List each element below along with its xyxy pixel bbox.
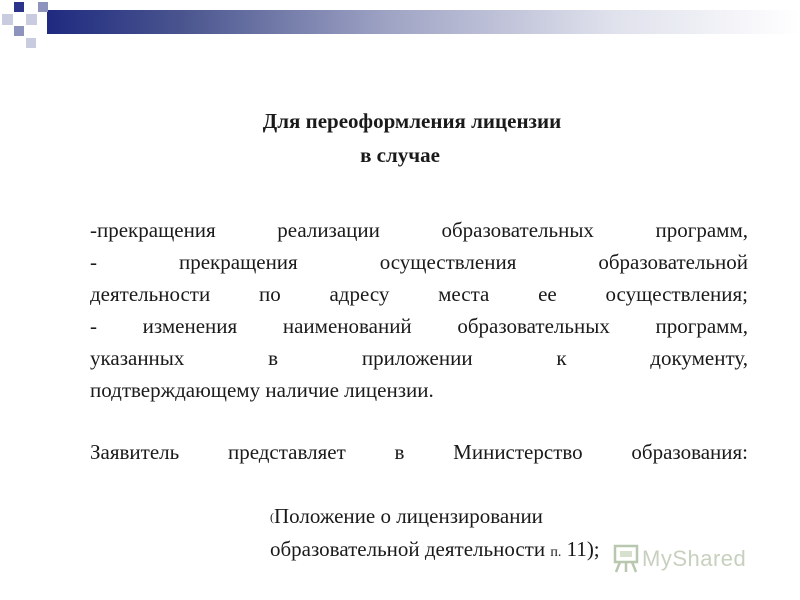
reference-point: п. [550, 545, 562, 560]
decor-square [2, 14, 13, 25]
reference-line-1 [270, 500, 730, 533]
applicant-statement-text: Заявитель представляет в Министерство образования: [90, 440, 748, 464]
decor-square [14, 26, 24, 36]
open-paren: ( [270, 510, 274, 524]
slide-title-line-1: Для переоформления лицензии [262, 109, 562, 133]
watermark [612, 540, 772, 580]
slide-title-line-2: в случае [360, 143, 440, 167]
decor-square [26, 14, 37, 25]
condition-line: - прекращения осуществления образовательной [90, 250, 748, 274]
watermark-text: MyShared [642, 546, 747, 571]
conditions-list [90, 214, 748, 406]
slide-icon [612, 542, 640, 576]
condition-line: деятельности по адресу места ее осуществления; [90, 282, 748, 306]
decor-square [26, 38, 36, 48]
reference-subject: образовательной деятельности [270, 537, 551, 561]
condition-line: -прекращения реализации образовательных программ, [90, 218, 748, 242]
decor-square [38, 2, 48, 12]
condition-line: подтверждающему наличие лицензии. [90, 378, 434, 402]
condition-line: указанных в приложении к документу, [90, 346, 748, 370]
applicant-statement [90, 436, 748, 468]
reference-end: 11); [561, 537, 600, 561]
header-gradient-bar [47, 10, 800, 34]
condition-line: - изменения наименований образовательных программ, [90, 314, 748, 338]
decor-square [14, 2, 24, 12]
reference-title: Положение о лицензировании [274, 504, 543, 528]
